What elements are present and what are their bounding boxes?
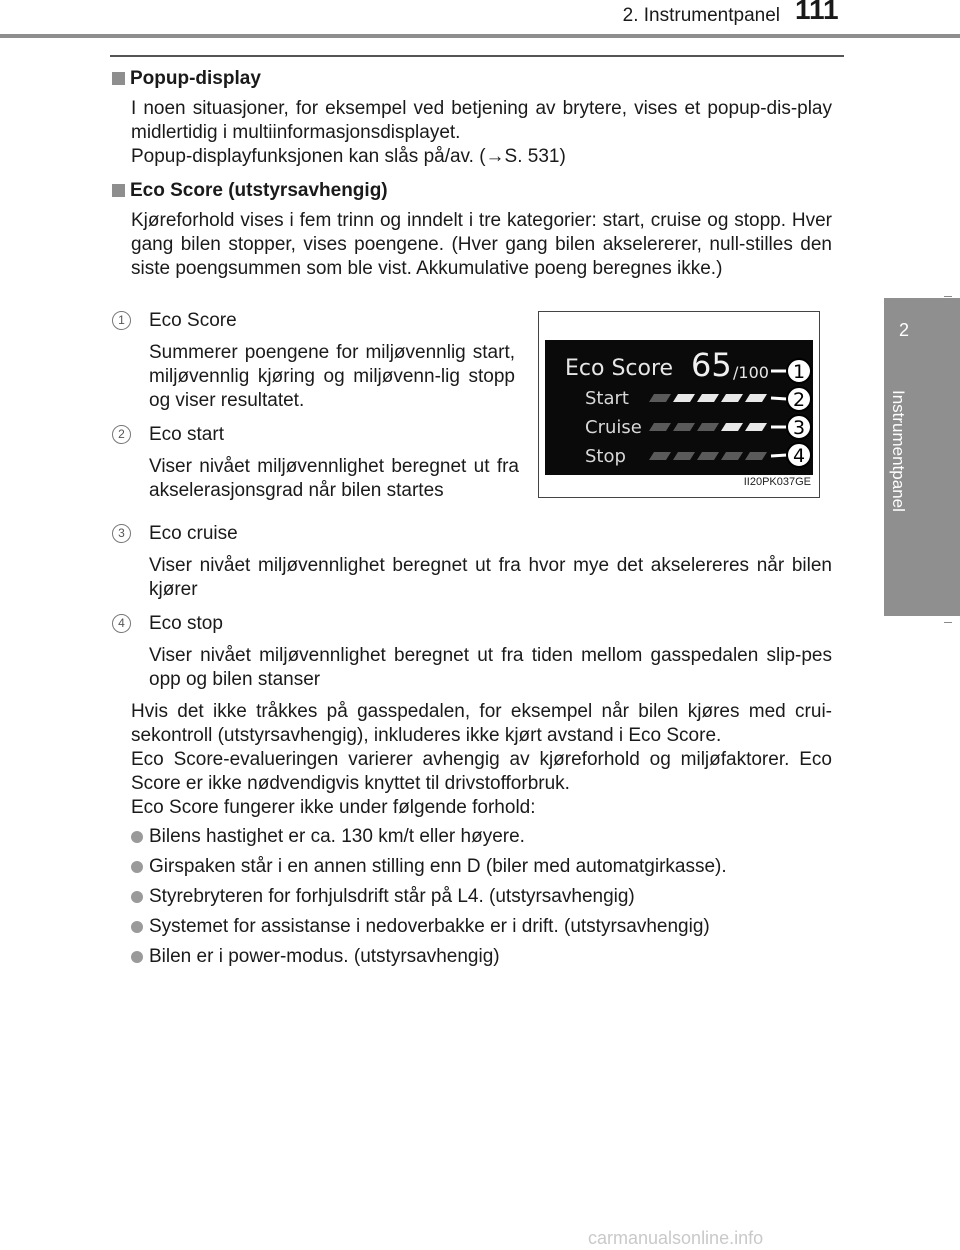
callout-number-badge: 4 — [112, 614, 131, 633]
round-bullet-icon — [131, 921, 143, 933]
page-number: 111 — [795, 0, 839, 25]
bullet-item: Girspaken står i en annen stilling enn D (biler med automatgirkasse). — [131, 855, 727, 879]
bullet-item: Bilen er i power-modus. (utstyrsavhengig) — [131, 945, 500, 969]
bullet-item: Systemet for assistanse i nedoverbakke er i drift. (utstyrsavhengig) — [131, 915, 710, 939]
round-bullet-icon — [131, 951, 143, 963]
notes-block — [131, 700, 832, 820]
callout-number-badge: 1 — [112, 311, 131, 330]
item-title: Eco Score — [149, 310, 237, 331]
item-description: Viser nivået miljøvennlighet beregnet ut fra hvor mye det akselereres når bilen kjører — [149, 555, 832, 600]
section-heading: Eco Score (utstyrsavhengig) — [112, 179, 832, 203]
item-description: Viser nivået miljøvennlighet beregnet ut fra akselerasjonsgrad når bilen startes — [149, 456, 519, 501]
edge-tick — [944, 296, 952, 297]
callout-number: 2 — [792, 389, 806, 411]
callout-leader-line — [771, 398, 787, 399]
callout-number: 4 — [792, 445, 806, 467]
section-body — [131, 97, 832, 169]
section-heading: Popup-display — [112, 67, 832, 91]
notes-body — [131, 700, 832, 820]
item-title: Eco cruise — [149, 523, 238, 544]
callout-number-badge: 3 — [112, 524, 131, 543]
chapter-tab-label: Instrumentpanel — [889, 390, 908, 512]
edge-tick — [944, 622, 952, 623]
row-label: Cruise — [585, 417, 642, 438]
paragraph: Kjøreforhold vises i fem trinn og inndelt i tre kategorier: start, cruise og stopp. Hver gang bilen stopper, vises poengene. (Hver gang bilen akselererer, null-stilles den siste poengsummen som ble vist. Akkumulative poeng beregnes ikke.) — [131, 210, 832, 279]
item-title: Eco stop — [149, 613, 223, 634]
chapter-tab-label-wrap — [878, 390, 918, 540]
item-description: Summerer poengene for miljøvennlig start, miljøvennlig kjøring og miljøvenn-lig stopp og viser resultatet. — [149, 342, 515, 411]
figure-code: II20PK037GE — [743, 476, 811, 488]
note-paragraph: Hvis det ikke tråkkes på gasspedalen, for eksempel når bilen kjøres med crui-sekontroll (utstyrsavhengig), inkluderes ikke kjørt avstand i Eco Score. — [131, 701, 832, 746]
item-title: Eco start — [149, 424, 224, 445]
eco-score-figure — [538, 311, 820, 498]
round-bullet-icon — [131, 861, 143, 873]
note-paragraph: Eco Score-evalueringen varierer avhengig av kjøreforhold og miljøfaktorer. Eco Score er ikke nødvendigvis knyttet til drivstofforbruk. — [131, 749, 832, 794]
header-rule — [0, 34, 960, 38]
round-bullet-icon — [131, 831, 143, 843]
display-score: 65 — [691, 346, 732, 384]
callout-number: 3 — [792, 417, 806, 439]
note-paragraph: Eco Score fungerer ikke under følgende forhold: — [131, 797, 536, 818]
row-label: Start — [585, 388, 629, 409]
content-top-rule — [110, 55, 844, 57]
display-score-max: /100 — [733, 363, 769, 382]
bullet-item: Styrebryteren for forhjulsdrift står på L4. (utstyrsavhengig) — [131, 885, 635, 909]
display-title: Eco Score — [565, 356, 674, 381]
paragraph: I noen situasjoner, for eksempel ved betjening av brytere, vises et popup-dis-play midlertidig i multiinformasjonsdisplayet. — [131, 98, 832, 143]
callout-number: 1 — [792, 361, 806, 383]
chapter-tab-number: 2 — [898, 320, 909, 340]
section-body — [131, 209, 832, 281]
item-description: Viser nivået miljøvennlighet beregnet ut fra tiden mellom gasspedalen slip-pes opp og bilen stanser — [149, 645, 832, 690]
paragraph: Popup-displayfunksjonen kan slås på/av. (→S. 531) — [131, 146, 566, 167]
bullet-item: Bilens hastighet er ca. 130 km/t eller høyere. — [131, 825, 525, 849]
square-bullet-icon — [112, 72, 125, 85]
square-bullet-icon — [112, 184, 125, 197]
callout-number-badge: 2 — [112, 425, 131, 444]
section-eco-score — [112, 179, 832, 281]
section-popup-display — [112, 67, 832, 169]
watermark: carmanualsonline.info — [588, 1228, 764, 1248]
callout-leader-line — [771, 455, 787, 456]
round-bullet-icon — [131, 891, 143, 903]
running-header: 2. Instrumentpanel — [622, 5, 780, 26]
row-label: Stop — [585, 446, 626, 467]
